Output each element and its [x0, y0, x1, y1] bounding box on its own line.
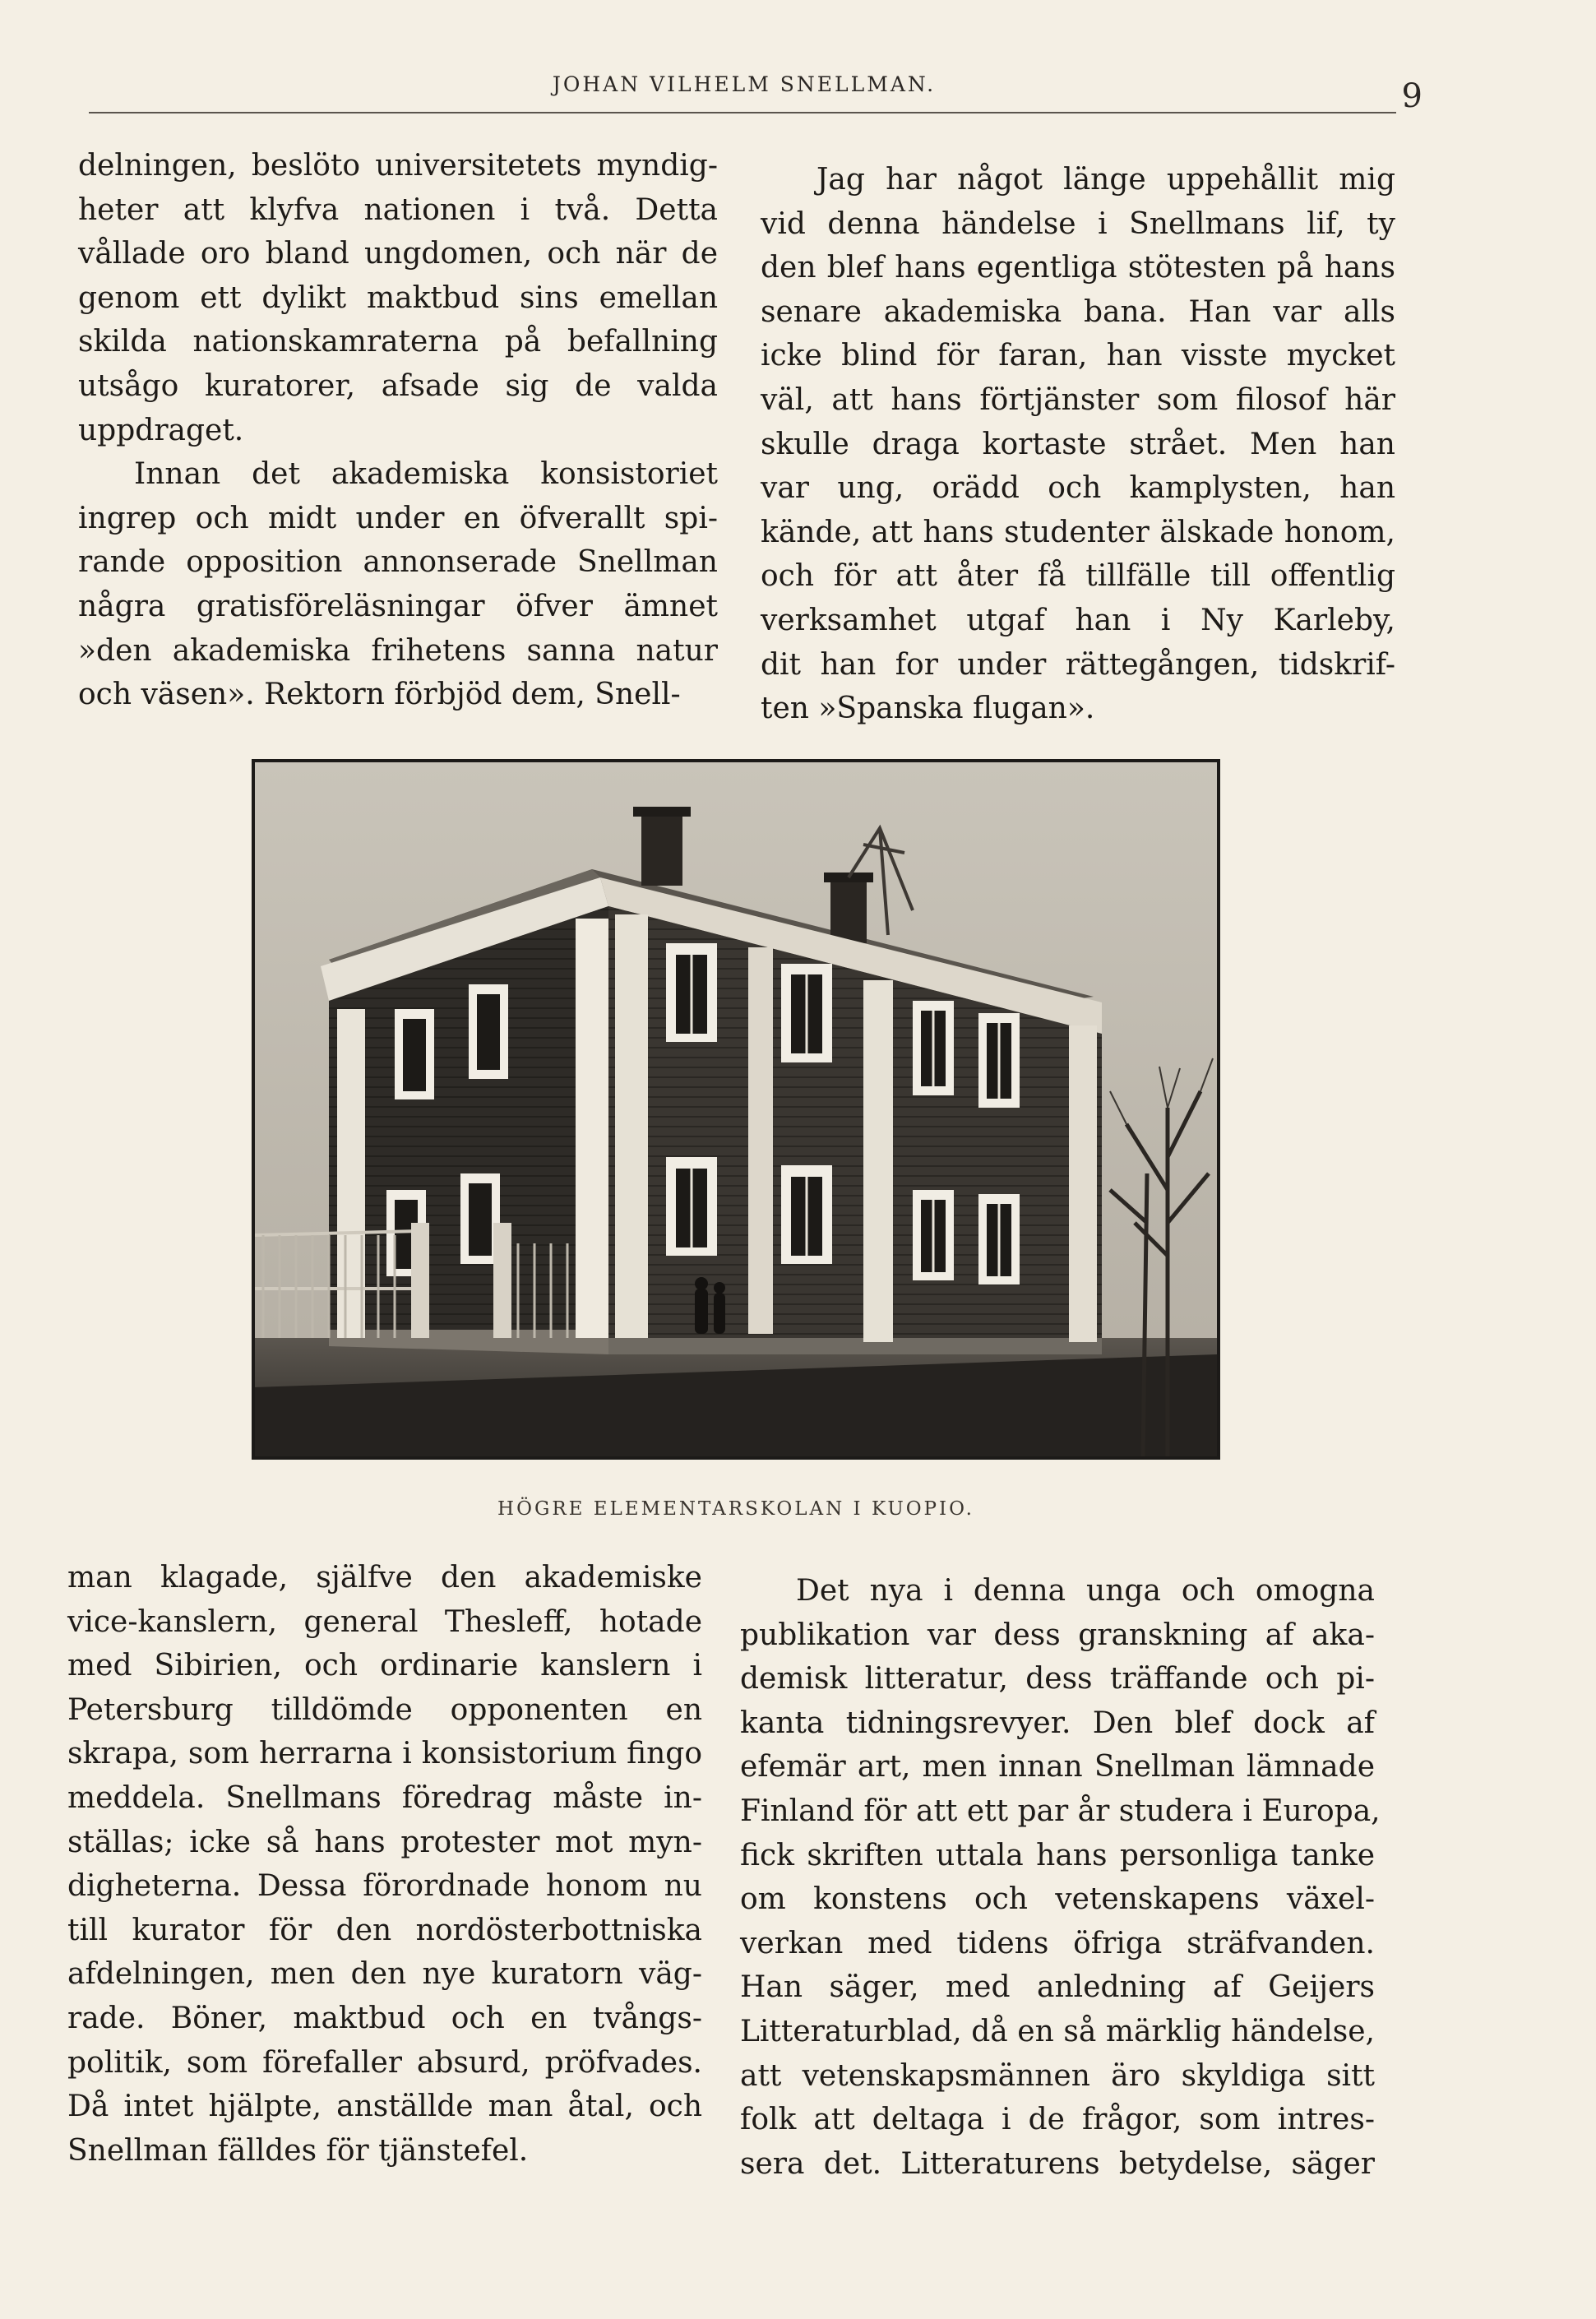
text-line: verksamhet utgaf han i Ny Karleby,	[761, 603, 1395, 637]
text-line: om konstens och vetenskapens växel-	[740, 1882, 1375, 1917]
page-number: 9	[1401, 77, 1423, 115]
text-column-bottom-right	[740, 1569, 1381, 2186]
text-line: kanta tidningsrevyer. Den blef dock af	[740, 1706, 1375, 1740]
text-line: fick skriften uttala hans personliga tanke	[740, 1838, 1375, 1872]
running-head: JOHAN VILHELM SNELLMAN.	[552, 72, 937, 96]
text-line: uppdraget.	[78, 413, 244, 447]
text-line: vid denna händelse i Snellmans lif, ty	[761, 206, 1395, 241]
text-line: ställas; icke så hans protester mot myn-	[67, 1825, 702, 1859]
text-line: med Sibirien, och ordinarie kanslern i	[67, 1649, 702, 1683]
text-line: Finland för att ett par år studera i Europa,	[740, 1794, 1381, 1828]
text-line: utsågo kuratorer, afsade sig de valda	[78, 368, 718, 403]
text-line: och väsen». Rektorn förbjöd dem, Snell-	[78, 678, 681, 712]
text-line: Han säger, med anledning af Geijers	[740, 1970, 1375, 2005]
text-line: ten »Spanska flugan».	[761, 692, 1095, 726]
text-line: folk att deltaga i de frågor, som intres-	[740, 2103, 1375, 2137]
text-line: väl, att hans förtjänster som filosof här	[761, 382, 1395, 417]
text-line: Jag har något länge uppehållit mig	[817, 163, 1395, 197]
text-line: heter att klyfva nationen i två. Detta	[78, 192, 718, 227]
text-line: demisk litteratur, dess träffande och pi-	[740, 1662, 1375, 1696]
text-column-bottom-left	[67, 1556, 702, 2173]
text-line: verkan med tidens öfriga sträfvanden.	[740, 1926, 1375, 1960]
text-line: rande opposition annonserade Snellman	[78, 545, 718, 580]
text-line: publikation var dess granskning af aka-	[740, 1618, 1375, 1652]
text-line: vållade oro bland ungdomen, och när de	[78, 237, 718, 271]
text-line: dit han for under rättegången, tidskrif-	[761, 647, 1395, 682]
text-line: Petersburg tilldömde opponenten en	[67, 1692, 702, 1727]
text-column-top-right	[761, 158, 1395, 731]
text-line: kände, att hans studenter älskade honom,	[761, 515, 1395, 549]
header-rule	[89, 112, 1396, 113]
text-line: till kurator för den nordösterbottniska	[67, 1913, 702, 1947]
text-line: efemär art, men innan Snellman lämnade	[740, 1750, 1375, 1784]
photo-illustration	[255, 762, 1217, 1456]
text-line: vice-kanslern, general Thesleff, hotade	[67, 1604, 702, 1639]
text-line: delningen, beslöto universitetets myndig-	[78, 149, 718, 183]
text-line: icke blind för faran, han visste mycket	[761, 339, 1395, 373]
figure-caption: HÖGRE ELEMENTARSKOLAN I KUOPIO.	[497, 1498, 974, 1520]
text-line: ingrep och midt under en öfverallt spi-	[78, 501, 718, 535]
text-line: afdelningen, men den nye kuratorn väg-	[67, 1957, 702, 1992]
text-line: meddela. Snellmans föredrag måste in-	[67, 1780, 702, 1815]
text-line: och för att åter få tillfälle till offentlig	[761, 559, 1395, 594]
text-line: Innan det akademiska konsistoriet	[134, 457, 718, 492]
text-line: några gratisföreläsningar öfver ämnet	[78, 589, 718, 623]
text-line: skulle draga kortaste strået. Men han	[761, 427, 1395, 461]
text-line: sera det. Litteraturens betydelse, säger	[740, 2146, 1375, 2181]
text-line: digheterna. Dessa förordnade honom nu	[67, 1869, 702, 1904]
text-line: politik, som förefaller absurd, pröfvades.	[67, 2045, 702, 2080]
text-line: var ung, orädd och kamplysten, han	[761, 471, 1395, 506]
text-line: den blef hans egentliga stötesten på hans	[761, 251, 1395, 285]
text-line: att vetenskapsmännen äro skyldiga sitt	[740, 2058, 1375, 2093]
text-line: Snellman fälldes för tjänstefel.	[67, 2133, 529, 2168]
school-building-photo	[252, 759, 1220, 1460]
text-column-top-left	[78, 144, 718, 717]
text-line: rade. Böner, maktbud och en tvångs-	[67, 2001, 702, 2035]
text-line: »den akademiska frihetens sanna natur	[78, 633, 718, 668]
text-line: skilda nationskamraterna på befallning	[78, 325, 718, 359]
text-line: man klagade, själfve den akademiske	[67, 1561, 702, 1595]
text-line: Det nya i denna unga och omogna	[796, 1574, 1375, 1608]
text-line: genom ett dylikt maktbud sins emellan	[78, 280, 718, 315]
text-line: Då intet hjälpte, anställde man åtal, och	[67, 2090, 702, 2124]
text-line: Litteraturblad, då en så märklig händelse,	[740, 2014, 1375, 2048]
text-line: skrapa, som herrarna i konsistorium fingo	[67, 1737, 702, 1771]
text-line: senare akademiska bana. Han var alls	[761, 294, 1395, 329]
